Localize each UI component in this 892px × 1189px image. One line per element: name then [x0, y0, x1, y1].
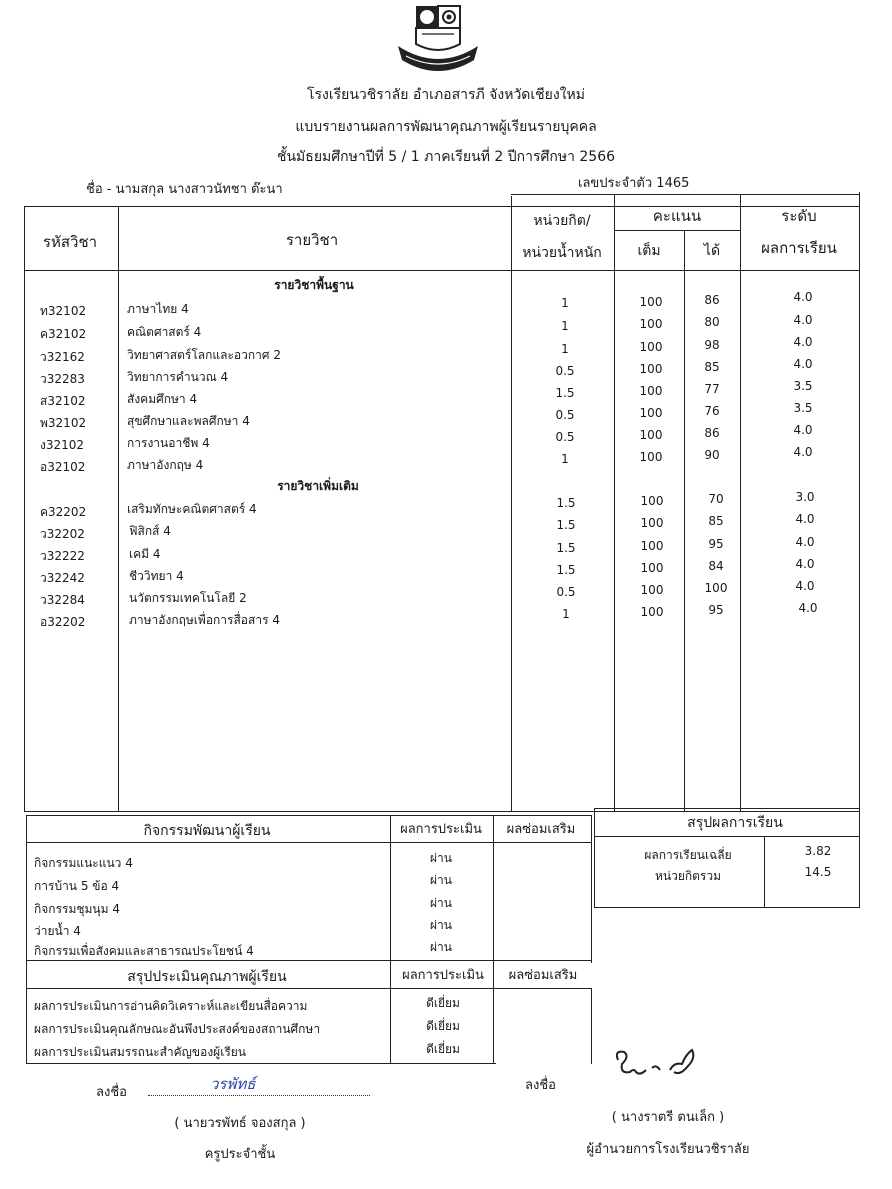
subject-grade: 3.5 — [793, 379, 813, 393]
subject-name: ภาษาอังกฤษ 4 — [127, 458, 204, 472]
subject-name: สุขศึกษาและพลศึกษา 4 — [127, 414, 250, 428]
subject-full-score: 100 — [639, 362, 663, 376]
subject-full-score: 100 — [640, 516, 664, 530]
director-role: ผู้อำนวยการโรงเรียนวชิราลัย — [586, 1142, 750, 1157]
subject-grade: 4.0 — [798, 601, 818, 615]
activity-name: การบ้าน 5 ข้อ 4 — [34, 879, 120, 893]
sign-label-right: ลงชื่อ — [525, 1078, 556, 1093]
subject-name: คณิตศาสตร์ 4 — [127, 325, 202, 339]
director-signature — [612, 1046, 702, 1086]
section-title-core: รายวิชาพื้นฐาน — [274, 278, 354, 292]
subject-credit: 1 — [561, 452, 569, 466]
col-grade-header-2: ผลการเรียน — [761, 239, 837, 257]
subject-name: การงานอาชีพ 4 — [127, 436, 210, 450]
activity-name: กิจกรรมชุมนุม 4 — [34, 902, 120, 916]
activity-result: ผ่าน — [430, 851, 452, 865]
subject-grade: 4.0 — [793, 357, 813, 371]
col-credit-header-2: หน่วยน้ำหนัก — [522, 245, 602, 261]
school-logo — [392, 4, 484, 76]
teacher-role: ครูประจำชั้น — [204, 1147, 276, 1162]
subject-score: 70 — [708, 492, 724, 506]
director-signature-text — [0, 0, 2, 1]
col-got-header: ได้ — [703, 243, 721, 259]
col-code-header: รหัสวิชา — [42, 233, 98, 251]
subject-credit: 1 — [562, 607, 570, 621]
signature-dotted-line — [148, 1095, 370, 1096]
subject-full-score: 100 — [640, 561, 664, 575]
subject-full-score: 100 — [639, 340, 663, 354]
activity-name: กิจกรรมแนะแนว 4 — [34, 856, 133, 870]
subject-full-score: 100 — [639, 450, 663, 464]
total-credits-label: หน่วยกิตรวม — [654, 869, 722, 883]
subject-name: วิทยาการคำนวณ 4 — [127, 370, 229, 384]
total-credits-value: 14.5 — [804, 865, 832, 879]
subject-name: สังคมศึกษา 4 — [127, 392, 198, 406]
subject-credit: 1 — [561, 342, 569, 356]
subject-full-score: 100 — [639, 317, 663, 331]
subject-code: ว32222 — [40, 549, 85, 563]
subject-name: ชีววิทยา 4 — [129, 569, 184, 583]
subject-score: 85 — [704, 360, 720, 374]
subject-code: ง32102 — [40, 438, 85, 452]
subject-code: ค32202 — [40, 505, 87, 519]
subject-code: ว32202 — [40, 527, 85, 541]
subject-grade: 3.5 — [793, 401, 813, 415]
col-score-header: คะแนน — [652, 207, 702, 225]
subject-score: 84 — [708, 559, 724, 573]
subject-full-score: 100 — [640, 494, 664, 508]
quality-item-name: ผลการประเมินสมรรถนะสำคัญของผู้เรียน — [34, 1045, 246, 1059]
section-title-extra: รายวิชาเพิ่มเติม — [277, 479, 359, 493]
subject-code: ว32283 — [40, 372, 85, 386]
subject-score: 90 — [704, 448, 720, 462]
subject-score: 95 — [708, 537, 724, 551]
quality-header: สรุปประเมินคุณภาพผู้เรียน — [127, 969, 287, 985]
activity-result: ผ่าน — [430, 918, 452, 932]
subject-full-score: 100 — [640, 605, 664, 619]
activity-result: ผ่าน — [430, 940, 452, 954]
col-grade-header-1: ระดับ — [781, 207, 817, 225]
subject-code: ว32162 — [40, 350, 85, 364]
subject-score: 76 — [704, 404, 720, 418]
subject-credit: 0.5 — [556, 585, 576, 599]
subject-score: 77 — [704, 382, 720, 396]
subject-score: 86 — [704, 426, 720, 440]
quality-item-result: ดีเยี่ยม — [426, 1042, 460, 1056]
subject-grade: 4.0 — [795, 579, 815, 593]
subject-score: 80 — [704, 315, 720, 329]
subject-name: ฟิสิกส์ 4 — [129, 524, 171, 538]
subject-credit: 0.5 — [555, 408, 575, 422]
subject-full-score: 100 — [639, 406, 663, 420]
subject-code: พ32102 — [40, 416, 87, 430]
activity-name: กิจกรรมเพื่อสังคมและสาธารณประโยชน์ 4 — [34, 944, 254, 958]
subject-credit: 0.5 — [555, 430, 575, 444]
subject-grade: 3.0 — [795, 490, 815, 504]
student-name: ชื่อ - นามสกุล นางสาวนัทชา ต๊ะนา — [86, 182, 283, 197]
subject-credit: 1.5 — [556, 496, 576, 510]
activities-header: กิจกรรมพัฒนาผู้เรียน — [143, 823, 271, 839]
activities-repair-header: ผลซ่อมเสริม — [506, 822, 576, 837]
activity-name: ว่ายน้ำ 4 — [34, 924, 81, 938]
subject-credit: 1 — [561, 319, 569, 333]
subject-full-score: 100 — [640, 583, 664, 597]
subject-grade: 4.0 — [793, 313, 813, 327]
subject-credit: 1.5 — [556, 563, 576, 577]
subject-credit: 1.5 — [555, 386, 575, 400]
activity-result: ผ่าน — [430, 896, 452, 910]
student-id: เลขประจำตัว 1465 — [578, 176, 690, 191]
subject-code: อ32202 — [40, 615, 86, 629]
subject-full-score: 100 — [640, 539, 664, 553]
subject-code: ว32242 — [40, 571, 85, 585]
director-name: ( นางราตรี ตนเล็ก ) — [611, 1110, 725, 1125]
report-title: แบบรายงานผลการพัฒนาคุณภาพผู้เรียนรายบุคคล — [295, 119, 597, 135]
quality-item-result: ดีเยี่ยม — [426, 1019, 460, 1033]
subject-name: เคมี 4 — [129, 547, 161, 561]
subject-name: ภาษาอังกฤษเพื่อการสื่อสาร 4 — [129, 613, 280, 627]
subject-score: 85 — [708, 514, 724, 528]
gpa-value: 3.82 — [804, 844, 832, 858]
quality-repair-header: ผลซ่อมเสริม — [508, 968, 578, 983]
subject-grade: 4.0 — [793, 335, 813, 349]
gpa-label: ผลการเรียนเฉลี่ย — [644, 848, 732, 862]
subject-full-score: 100 — [639, 428, 663, 442]
activity-result: ผ่าน — [430, 873, 452, 887]
subject-name: นวัตกรรมเทคโนโลยี 2 — [129, 591, 247, 605]
subject-name: วิทยาศาสตร์โลกและอวกาศ 2 — [127, 348, 281, 362]
subject-grade: 4.0 — [795, 512, 815, 526]
subject-score: 86 — [704, 293, 720, 307]
subject-credit: 0.5 — [555, 364, 575, 378]
subject-score: 100 — [704, 581, 728, 595]
subject-grade: 4.0 — [793, 423, 813, 437]
col-credit-header-1: หน่วยกิต/ — [533, 213, 591, 229]
quality-item-result: ดีเยี่ยม — [426, 996, 460, 1010]
col-subject-header: รายวิชา — [285, 231, 339, 249]
quality-item-name: ผลการประเมินการอ่านคิดวิเคราะห์และเขียนสื่อความ — [34, 999, 308, 1013]
school-name: โรงเรียนวชิราลัย อำเภอสารภี จังหวัดเชียงใหม่ — [306, 87, 586, 103]
subject-credit: 1.5 — [556, 541, 576, 555]
subject-credit: 1.5 — [556, 518, 576, 532]
subject-full-score: 100 — [639, 295, 663, 309]
subject-score: 95 — [708, 603, 724, 617]
class-line: ชั้นมัธยมศึกษาปีที่ 5 / 1 ภาคเรียนที่ 2 ปีการศึกษา 2566 — [276, 149, 616, 165]
col-full-header: เต็ม — [637, 243, 661, 259]
subject-credit: 1 — [561, 296, 569, 310]
subject-grade: 4.0 — [793, 290, 813, 304]
quality-eval-header: ผลการประเมิน — [402, 968, 484, 983]
subject-grade: 4.0 — [795, 557, 815, 571]
summary-header: สรุปผลการเรียน — [687, 815, 783, 831]
teacher-signature: วรพัทธ์ — [210, 1075, 256, 1093]
subject-grade: 4.0 — [793, 445, 813, 459]
activities-eval-header: ผลการประเมิน — [400, 822, 482, 837]
quality-item-name: ผลการประเมินคุณลักษณะอันพึงประสงค์ของสถานศึกษา — [34, 1022, 321, 1036]
teacher-name: ( นายวรพัทธ์ จองสกุล ) — [174, 1116, 306, 1131]
subject-full-score: 100 — [639, 384, 663, 398]
subject-code: ค32102 — [40, 327, 87, 341]
subject-grade: 4.0 — [795, 535, 815, 549]
subject-code: อ32102 — [40, 460, 86, 474]
subject-code: ว32284 — [40, 593, 85, 607]
subject-code: ส32102 — [40, 394, 86, 408]
subject-name: เสริมทักษะคณิตศาสตร์ 4 — [127, 502, 257, 516]
subject-name: ภาษาไทย 4 — [127, 302, 189, 316]
subject-score: 98 — [704, 338, 720, 352]
subject-code: ท32102 — [40, 304, 87, 318]
sign-label-left: ลงชื่อ — [96, 1085, 127, 1100]
